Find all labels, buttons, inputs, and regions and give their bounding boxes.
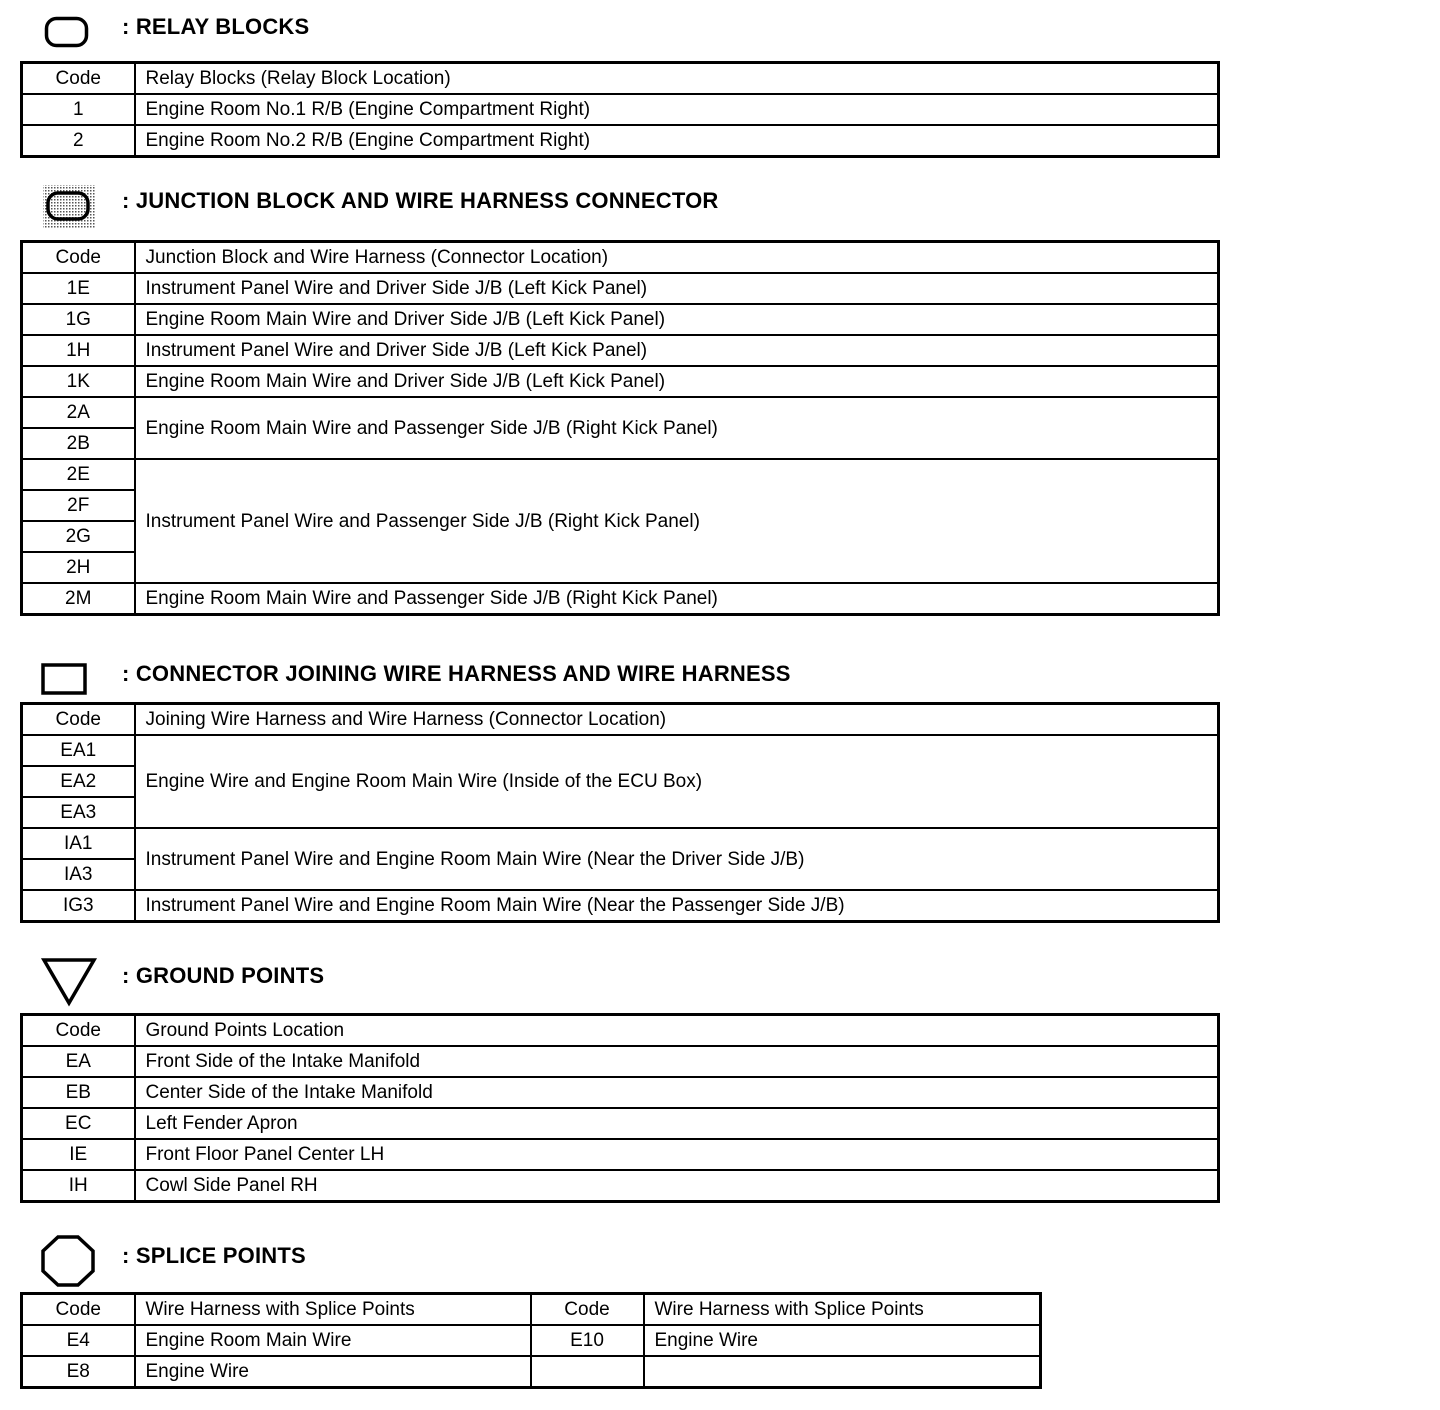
splice-points-title: : SPLICE POINTS [122,1243,306,1268]
connector-square-rect-icon [40,662,88,696]
code-cell: IE [22,1139,135,1170]
table-row [22,304,1219,335]
code-cell: 2A [22,397,135,428]
table-row [22,366,1219,397]
table-header-row [22,1294,1041,1326]
code-cell: E10 [531,1325,644,1356]
code-header: Code [22,242,135,274]
description-header: Joining Wire Harness and Wire Harness (Connector Location) [135,704,1219,736]
description-header: Wire Harness with Splice Points [135,1294,531,1326]
code-header: Code [22,1294,135,1326]
description-cell: Front Floor Panel Center LH [135,1139,1219,1170]
ground-point-triangle-icon [40,956,98,1008]
description-cell: Engine Room Main Wire and Driver Side J/B (Left Kick Panel) [135,304,1219,335]
table-row [22,94,1219,125]
table-row [22,335,1219,366]
description-cell: Engine Room Main Wire [135,1325,531,1356]
description-cell: Left Fender Apron [135,1108,1219,1139]
table-row [22,1356,1041,1388]
code-cell [531,1356,644,1388]
code-cell: 2 [22,125,135,157]
table-row [22,828,1219,859]
table-row [22,1139,1219,1170]
description-cell: Engine Room Main Wire and Passenger Side J/B (Right Kick Panel) [135,583,1219,615]
code-cell: IA3 [22,859,135,890]
table-row [22,273,1219,304]
code-cell: IH [22,1170,135,1202]
description-header: Junction Block and Wire Harness (Connector Location) [135,242,1219,274]
code-cell: 2G [22,521,135,552]
code-header: Code [22,1015,135,1047]
ground-points-table [20,1013,1220,1203]
relay-blocks-title: : RELAY BLOCKS [122,14,310,39]
code-cell: E4 [22,1325,135,1356]
table-header-row [22,242,1219,274]
description-cell: Instrument Panel Wire and Driver Side J/B (Left Kick Panel) [135,273,1219,304]
code-cell: EA2 [22,766,135,797]
table-row [22,1170,1219,1202]
splice-point-octagon-icon [40,1234,96,1288]
description-cell: Engine Wire [644,1325,1041,1356]
description-cell: Engine Wire and Engine Room Main Wire (Inside of the ECU Box) [135,735,1219,828]
table-row [22,1077,1219,1108]
table-header-row [22,704,1219,736]
junction-block-table [20,240,1220,616]
code-cell: EC [22,1108,135,1139]
splice-points-table [20,1292,1042,1389]
description-cell: Engine Wire [135,1356,531,1388]
code-header: Code [22,704,135,736]
table-row [22,397,1219,428]
code-header: Code [531,1294,644,1326]
code-cell: EB [22,1077,135,1108]
description-cell: Instrument Panel Wire and Driver Side J/B (Left Kick Panel) [135,335,1219,366]
table-row [22,459,1219,490]
table-row [22,1325,1041,1356]
description-cell: Engine Room Main Wire and Driver Side J/B (Left Kick Panel) [135,366,1219,397]
description-cell: Cowl Side Panel RH [135,1170,1219,1202]
code-cell: EA1 [22,735,135,766]
description-cell [644,1356,1041,1388]
junction-block-shaded-rounded-rect-icon [42,184,96,230]
description-cell: Engine Room No.2 R/B (Engine Compartment Right) [135,125,1219,157]
table-row [22,735,1219,766]
relay-blocks-table [20,61,1220,158]
description-cell: Instrument Panel Wire and Passenger Side J/B (Right Kick Panel) [135,459,1219,583]
description-cell: Center Side of the Intake Manifold [135,1077,1219,1108]
description-header: Ground Points Location [135,1015,1219,1047]
code-header: Code [22,63,135,95]
code-cell: 1E [22,273,135,304]
table-header-row [22,1015,1219,1047]
relay-block-rounded-rect-icon [44,16,90,48]
table-row [22,583,1219,615]
description-cell: Front Side of the Intake Manifold [135,1046,1219,1077]
code-cell: 2M [22,583,135,615]
junction-block-title: : JUNCTION BLOCK AND WIRE HARNESS CONNECTOR [122,188,719,213]
code-cell: 2B [22,428,135,459]
table-row [22,125,1219,157]
code-cell: 1K [22,366,135,397]
code-cell: 2E [22,459,135,490]
code-cell: 2F [22,490,135,521]
code-cell: E8 [22,1356,135,1388]
code-cell: 1G [22,304,135,335]
description-cell: Instrument Panel Wire and Engine Room Main Wire (Near the Passenger Side J/B) [135,890,1219,922]
ground-points-title: : GROUND POINTS [122,963,325,988]
code-cell: EA [22,1046,135,1077]
code-cell: IG3 [22,890,135,922]
table-row [22,1046,1219,1077]
code-cell: 2H [22,552,135,583]
table-row [22,1108,1219,1139]
code-cell: 1 [22,94,135,125]
table-header-row [22,63,1219,95]
description-cell: Instrument Panel Wire and Engine Room Main Wire (Near the Driver Side J/B) [135,828,1219,890]
code-cell: EA3 [22,797,135,828]
connector-title: : CONNECTOR JOINING WIRE HARNESS AND WIRE HARNESS [122,661,791,686]
code-cell: IA1 [22,828,135,859]
description-cell: Engine Room Main Wire and Passenger Side J/B (Right Kick Panel) [135,397,1219,459]
code-cell: 1H [22,335,135,366]
description-cell: Engine Room No.1 R/B (Engine Compartment Right) [135,94,1219,125]
description-header: Relay Blocks (Relay Block Location) [135,63,1219,95]
description-header: Wire Harness with Splice Points [644,1294,1041,1326]
table-row [22,890,1219,922]
connector-table [20,702,1220,923]
